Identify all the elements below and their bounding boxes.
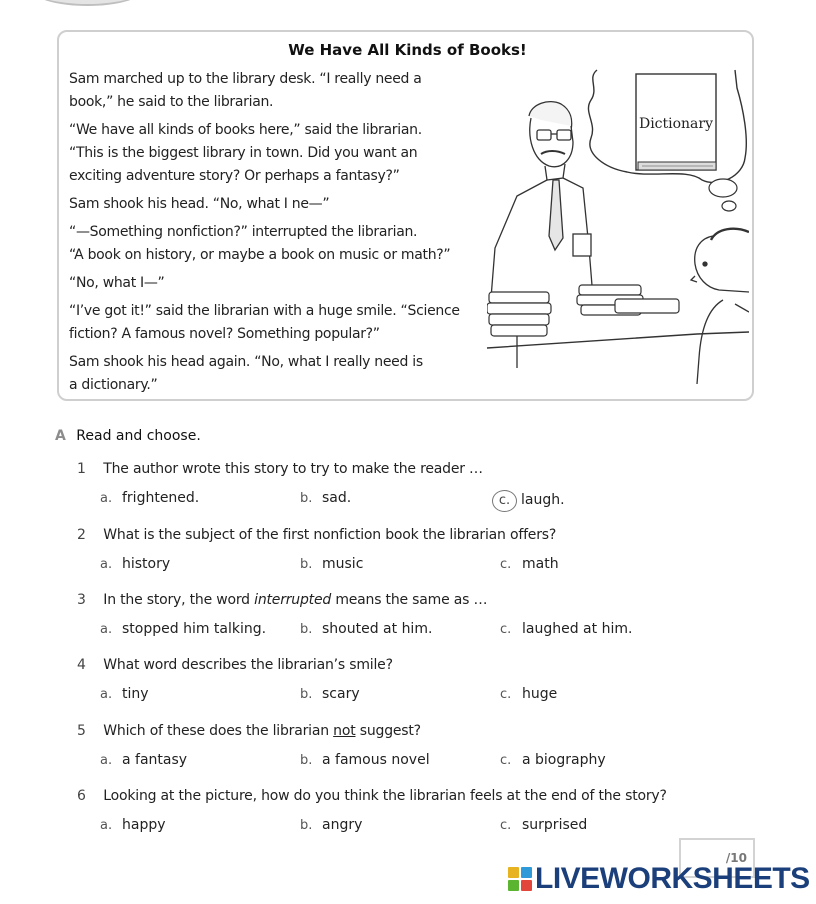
option-b[interactable]	[300, 621, 432, 637]
option-c[interactable]	[500, 752, 606, 768]
question-number: 6	[77, 788, 86, 804]
header-decoration	[30, 0, 145, 6]
story-paragraph: “—Something nonfiction?” interrupted the librarian. “A book on history, or maybe a book on music or math?”	[69, 224, 451, 263]
option-text: stopped him talking.	[122, 621, 267, 637]
option-c[interactable]	[500, 686, 557, 702]
question-number: 5	[77, 723, 86, 739]
thought-bubble-dot	[709, 179, 737, 197]
story-paragraph: Sam marched up to the library desk. “I really need a book,” he said to the librarian.	[69, 71, 422, 110]
question-text: Which of these does the librarian	[103, 723, 334, 739]
section-title: Read and choose.	[76, 428, 201, 444]
option-text: frightened.	[122, 490, 200, 506]
option-c[interactable]	[500, 621, 632, 637]
option-text: sad.	[322, 490, 352, 506]
librarian-illustration	[487, 68, 749, 388]
option-text: huge	[522, 686, 558, 702]
section-header	[55, 428, 201, 444]
thought-bubble-dot	[722, 201, 736, 211]
option-a[interactable]	[100, 752, 187, 768]
story-paragraph: “We have all kinds of books here,” said the librarian. “This is the biggest library in town. Did you want an exciting adventure story? Or perhaps a fantasy?”	[69, 122, 422, 184]
option-letter: b.	[300, 818, 313, 833]
option-letter: b.	[300, 491, 313, 506]
option-letter: a.	[100, 818, 113, 833]
option-c[interactable]	[500, 817, 587, 833]
question-text: suggest?	[355, 723, 421, 739]
option-text: laughed at him.	[522, 621, 633, 637]
option-b[interactable]	[300, 686, 360, 702]
option-letter: a.	[100, 491, 113, 506]
question-4	[77, 657, 797, 673]
option-text: history	[122, 556, 171, 572]
option-letter: c.	[500, 622, 512, 637]
story-box	[57, 30, 754, 401]
option-a[interactable]	[100, 490, 199, 506]
question-3	[77, 592, 797, 608]
option-letter: c.	[500, 557, 512, 572]
question-text: The author wrote this story to try to make the reader …	[103, 461, 483, 477]
question-number: 2	[77, 527, 86, 543]
story-paragraph: “I’ve got it!” said the librarian with a huge smile. “Science fiction? A famous novel? Something popular?”	[69, 303, 460, 342]
logo-square	[508, 867, 519, 878]
question-text: Looking at the picture, how do you think the librarian feels at the end of the story?	[103, 788, 667, 804]
dictionary-book	[636, 74, 716, 170]
option-letter: c.	[500, 753, 512, 768]
option-letter: a.	[100, 557, 113, 572]
logo-square	[521, 867, 532, 878]
option-letter: c.	[500, 687, 512, 702]
story-text	[69, 68, 489, 402]
option-letter: b.	[300, 622, 313, 637]
question-text-underline: not	[333, 723, 356, 739]
question-text: In the story, the word	[103, 592, 255, 608]
option-text: tiny	[122, 686, 149, 702]
option-text: math	[522, 556, 559, 572]
liveworksheets-logo[interactable]	[508, 862, 810, 896]
story-paragraph: Sam shook his head again. “No, what I really need is a dictionary.”	[69, 354, 423, 393]
question-number: 3	[77, 592, 86, 608]
question-text-emphasis: interrupted	[254, 592, 332, 608]
story-paragraph: “No, what I—”	[69, 275, 165, 291]
option-text: a famous novel	[322, 752, 430, 768]
logo-text: LIVEWORKSHEETS	[535, 862, 810, 895]
question-text: What is the subject of the first nonfiction book the librarian offers?	[103, 527, 557, 543]
option-a[interactable]	[100, 686, 149, 702]
option-letter: a.	[100, 753, 113, 768]
option-c-selected[interactable]	[500, 490, 565, 512]
question-text: means the same as …	[331, 592, 488, 608]
option-a[interactable]	[100, 556, 170, 572]
question-6	[77, 788, 797, 804]
option-b[interactable]	[300, 556, 363, 572]
option-text: laugh.	[521, 492, 565, 508]
option-letter: b.	[300, 687, 313, 702]
question-2	[77, 527, 797, 543]
option-a[interactable]	[100, 817, 166, 833]
option-text: surprised	[522, 817, 588, 833]
question-1	[77, 461, 797, 477]
question-number: 4	[77, 657, 86, 673]
option-text: a biography	[522, 752, 606, 768]
option-letter: a.	[100, 622, 113, 637]
dictionary-label: Dictionary	[638, 116, 714, 132]
option-letter: c.	[500, 818, 512, 833]
option-b[interactable]	[300, 490, 351, 506]
story-title: We Have All Kinds of Books!	[288, 41, 527, 59]
option-letter: a.	[100, 687, 113, 702]
option-text: music	[322, 556, 364, 572]
option-text: scary	[322, 686, 360, 702]
selected-answer-circle: c.	[492, 490, 517, 512]
option-letter: b.	[300, 557, 313, 572]
boy-figure	[691, 229, 749, 384]
logo-square	[508, 880, 519, 891]
option-text: happy	[122, 817, 166, 833]
option-text: angry	[322, 817, 363, 833]
score-total: /10	[725, 851, 747, 865]
option-c[interactable]	[500, 556, 559, 572]
option-text: a fantasy	[122, 752, 188, 768]
option-text: shouted at him.	[322, 621, 433, 637]
option-a[interactable]	[100, 621, 266, 637]
option-b[interactable]	[300, 752, 430, 768]
story-paragraph: Sam shook his head. “No, what I ne—”	[69, 196, 330, 212]
question-number: 1	[77, 461, 86, 477]
question-5	[77, 723, 797, 739]
option-letter: b.	[300, 753, 313, 768]
logo-square	[521, 880, 532, 891]
question-text: What word describes the librarian’s smile?	[103, 657, 393, 673]
option-b[interactable]	[300, 817, 362, 833]
book-stacks	[487, 285, 679, 336]
liveworksheets-logo-icon	[508, 867, 532, 891]
section-letter: A	[55, 428, 66, 444]
